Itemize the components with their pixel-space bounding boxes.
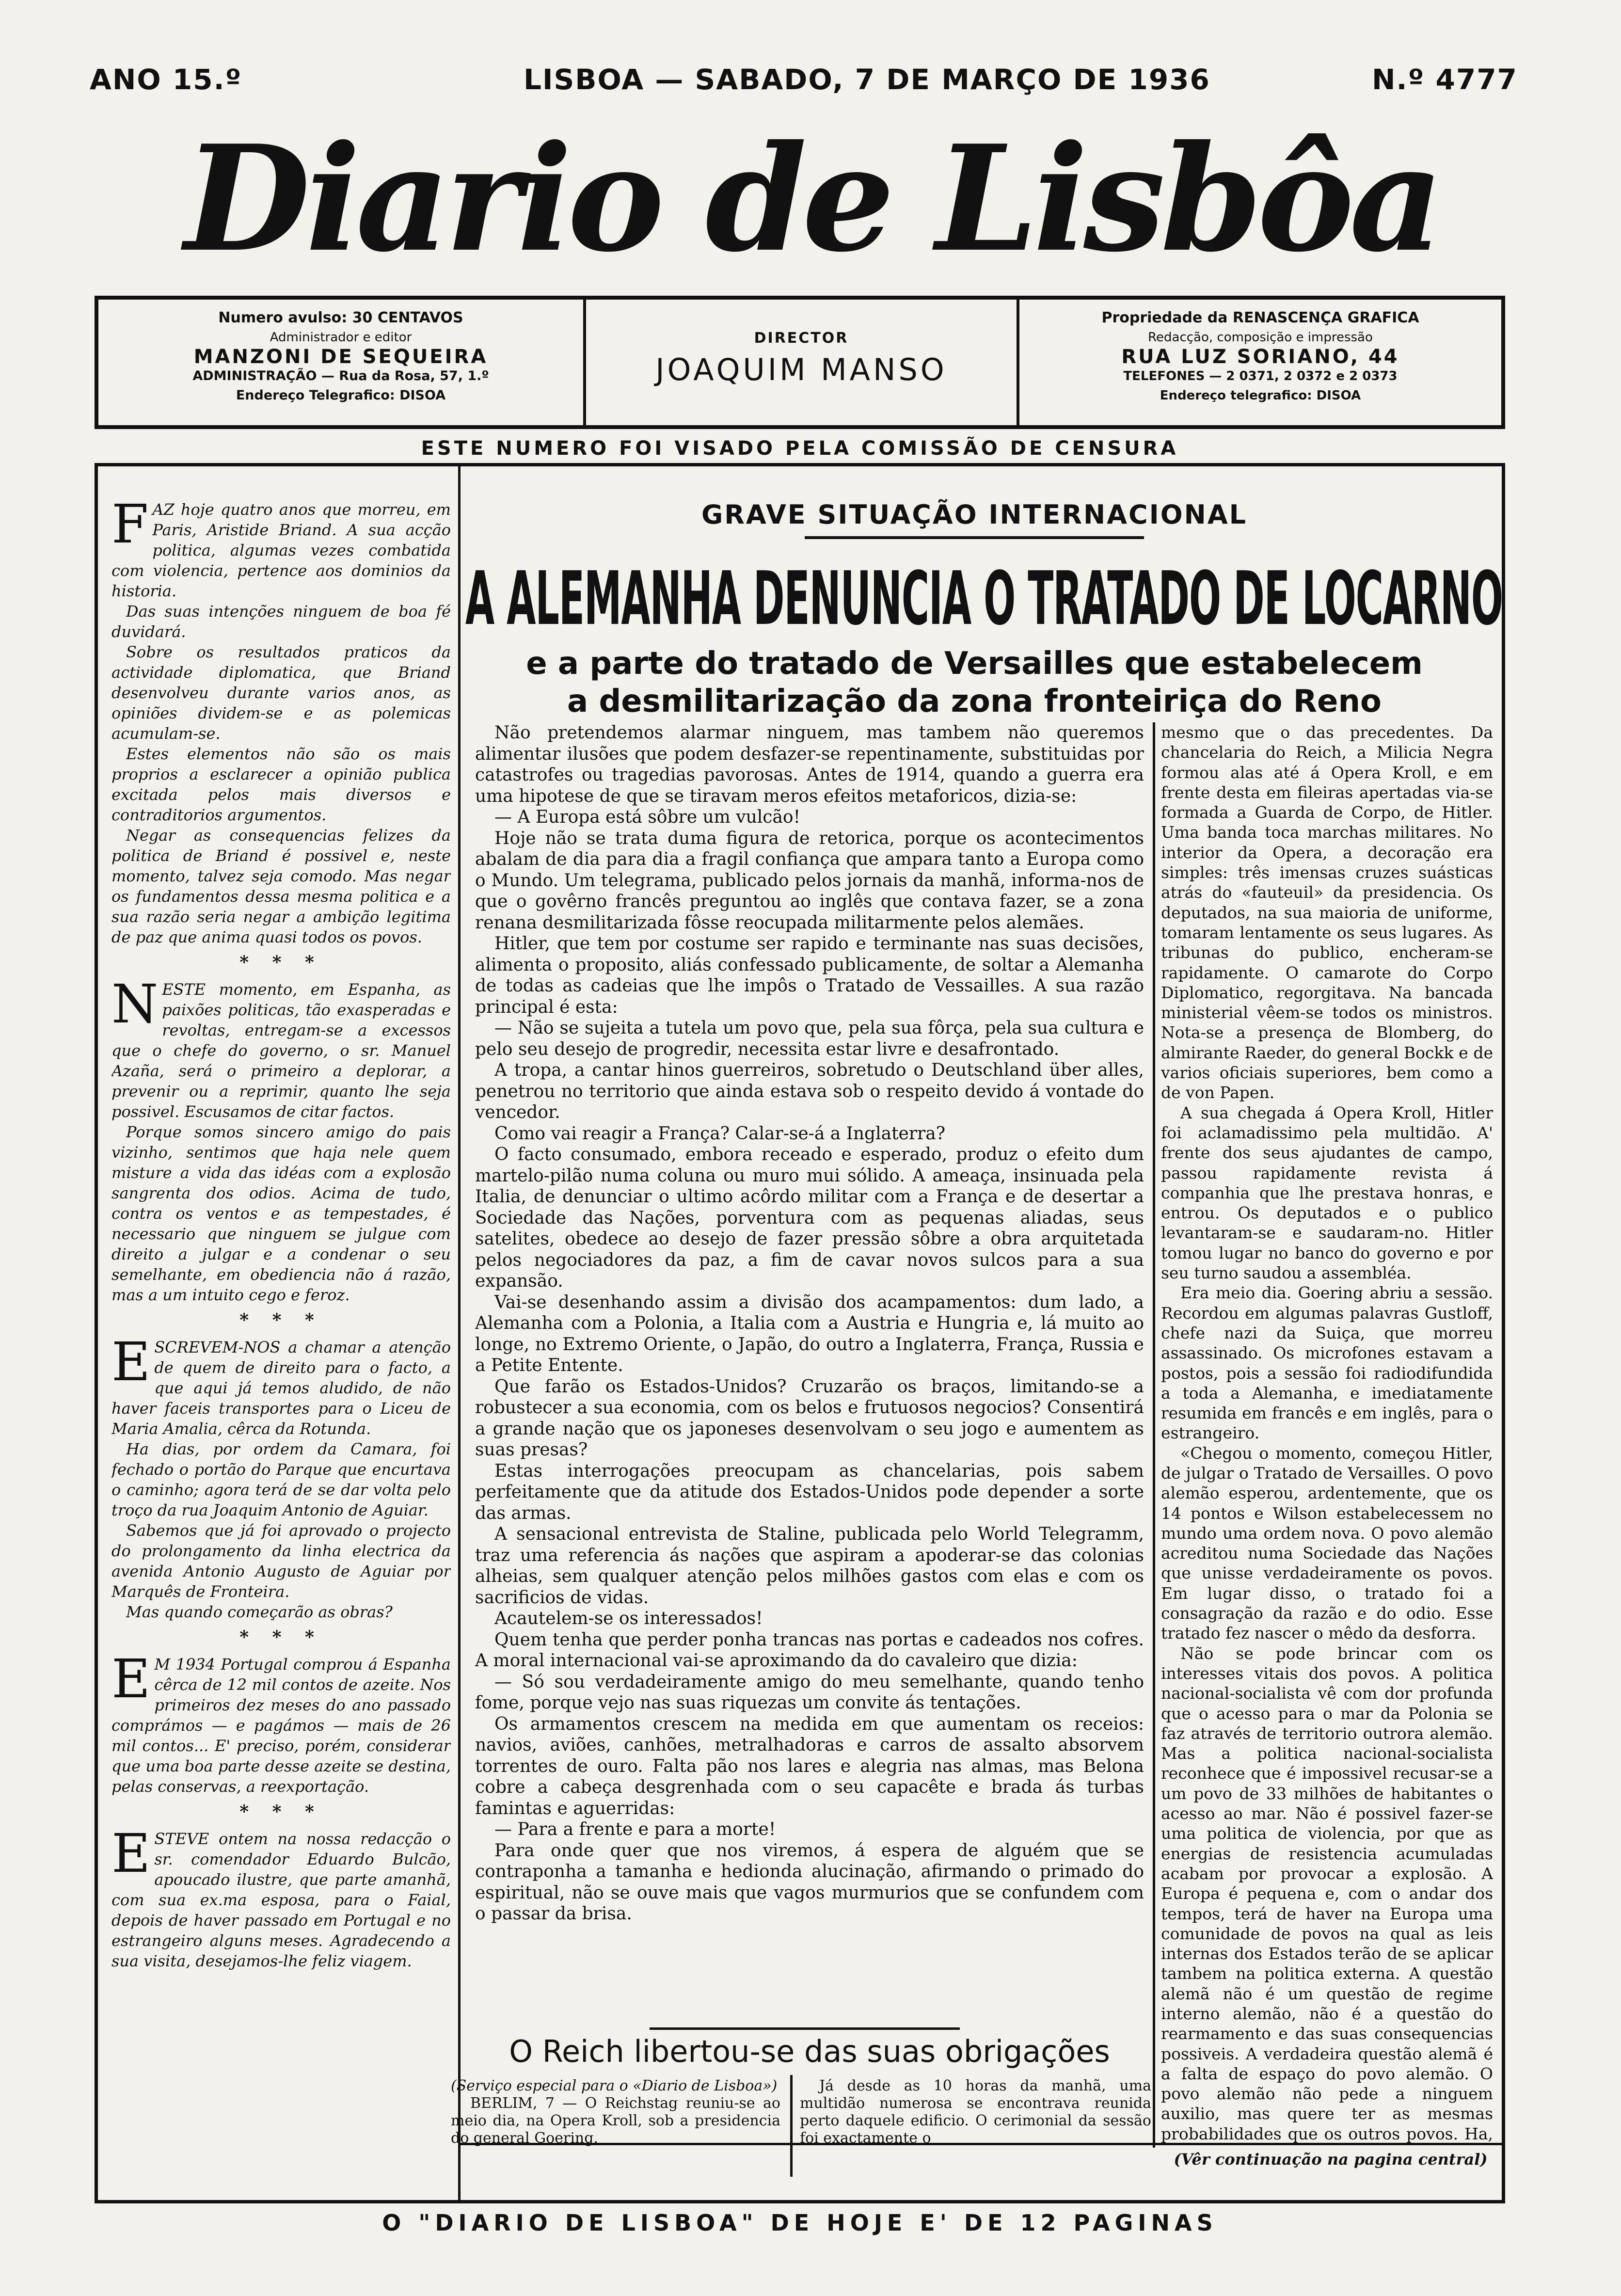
article-paragraph: Hoje não se trata duma figura de retorica, porque os acontecimentos abalam de dia para dia a fragil confiança que ampara tanto a Europa como o Mundo. Um telegrama, publicado pelos jornais da manhã, informa-nos de que o govêrno francês preguntou ao inglês que contava fazer, se a zona renana desmilitarizada fôsse reocupada militarmente pelos alemães.	[475, 828, 1144, 933]
drop-cap: F	[111, 499, 149, 555]
office-address: RUA LUZ SORIANO, 44	[1121, 346, 1399, 368]
administrator-name: MANZONI DE SEQUEIRA	[193, 346, 488, 368]
column-rule	[1153, 722, 1155, 2148]
masthead: Diario de Lisbôa	[184, 113, 1439, 284]
sidebar-paragraph: Porque somos sincero amigo do pais vizinho, sentimos que haja nele quem misture a vida das idéas com a explosão sangrenta dos odios. Acima de tudo, contra os ventos e as tempestades, é necessario que ninguem se julgue com direito a julgar e a condenar o seu semelhante, em obediencia não á razão, mas a um intuito cego e feroz.	[111, 1123, 451, 1304]
wire-service-credit: (Serviço especial para o «Diario de Lisboa»)	[451, 2077, 778, 2094]
telegraph-address-right: Endereço telegrafico: DISOA	[1160, 388, 1361, 403]
director-name: JOAQUIM MANSO	[655, 352, 947, 387]
briand-paragraph: FAZ hoje quatro anos que morreu, em Paris, Aristide Briand. A sua acção politica, algumas vezes combatida com violencia, pertence aos dominios da historia.	[111, 499, 451, 600]
sidebar-paragraph: Estes elementos não são os mais proprios a esclarecer a opinião publica excitada pelos mais diversos e contraditorios argumentos.	[111, 745, 451, 824]
production-label: Redacção, composição e impressão	[1148, 330, 1373, 345]
dateline: LISBOA — SABADO, 7 DE MARÇO DE 1936	[524, 63, 1210, 96]
continuation-note: (Vêr continuação na pagina central)	[1174, 2150, 1488, 2168]
telephones: TELEFONES — 2 0371, 2 0372 e 2 0373	[1123, 369, 1398, 383]
section-divider: * * *	[239, 1310, 323, 1330]
column-rule	[790, 2075, 793, 2177]
article-paragraph: Como vai reagir a França? Calar-se-á a Inglaterra?	[494, 1123, 946, 1144]
sub-article-column	[451, 2077, 780, 2179]
article-paragraph: — Não se sujeita a tutela um povo que, pela sua fôrça, pela sua cultura e pelo seu desejo de progredir, necessita estar livre e desafrontado.	[475, 1018, 1144, 1059]
spain-paragraph: NESTE momento, em Espanha, as paixões politicas, tão exasperadas e revoltas, entregam-se a excessos que o chefe do governo, o sr. Manuel Azaña, será o primeiro a deplorar, a prevenir ou a reprimir, quanto lhe seja possivel. Escusamos de citar factos.	[111, 973, 451, 1121]
reichstag-report-column	[1161, 722, 1493, 2143]
page-count-footer: O "DIARIO DE LISBOA" DE HOJE E' DE 12 PAGINAS	[382, 2210, 1218, 2236]
telegraph-address-left: Endereço Telegrafico: DISOA	[236, 388, 446, 403]
subheadline	[465, 645, 1483, 722]
sub-article-column	[800, 2077, 1151, 2179]
drop-cap: E	[111, 1331, 151, 1393]
edition-year: ANO 15.º	[90, 63, 242, 96]
article-paragraph: Os armamentos crescem na medida em que aumentam os receios: navios, aviões, canhões, metralhadoras e carros de assalto absorvem torrentes de ouro. Falta pão nos lares e alegria nas almas, mas Belona cobre a cabeça desgrenhada com o seu capacête e brada ás turbas famintas e aguerridas:	[475, 1714, 1144, 1818]
section-divider: * * *	[239, 1802, 323, 1822]
headline: A ALEMANHA DENUNCIA O TRATADO DE LOCARNO	[465, 556, 1503, 641]
article-paragraph: Acautelem-se os interessados!	[494, 1609, 763, 1628]
section-divider: * * *	[239, 1627, 323, 1647]
article-paragraph: Quem tenha que perder ponha trancas nas portas e cadeados nos cofres. A moral internacional vai-se aproximando da do cavaleiro que dizia:	[475, 1629, 1144, 1671]
article-paragraph: Estas interrogações preocupam as chancelarias, pois sabem perfeitamente que da atitude dos Estados-Unidos pode depender a sorte das armas.	[475, 1461, 1144, 1523]
article-paragraph: Para onde quer que nos viremos, á espera de alguém que se contraponha a tamanha e hedionda alucinação, afirmando o primado do espiritual, não se ouve mais que vagos murmurios que se confundem com o passar da brisa.	[475, 1840, 1144, 1924]
column-rule	[458, 463, 461, 2203]
article-paragraph: Que farão os Estados-Unidos? Cruzarão os braços, limitando-se a robustecer a sua economia, com os belos e frutuosos negocios? Consentirá a grande nação que os japoneses desenvolvam o seu jogo e aumentem as suas presas?	[475, 1376, 1144, 1460]
visit-paragraph: ESTEVE ontem na nossa redacção o sr. comendador Eduardo Bulcão, apoucado ilustre, que parte amanhã, com sua ex.ma esposa, para o Faial, depois de haver passado em Portugal e no estrangeiro alguns meses. Agradecendo a sua visita, desejamos-lhe feliz viagem.	[111, 1822, 451, 1970]
sidebar-paragraph: Ha dias, por ordem da Camara, foi fechado o portão do Parque que encurtava o caminho; agora terá de se dar volta pelo troço da rua Joaquim Antonio de Aguiar.	[111, 1440, 451, 1519]
azeite-paragraph: E M 1934 Portugal comprou á Espanha cêrca de 12 mil contos de azeite. Nos primeiros dez meses do ano passado comprámos — e pagámos — mais de 26 mil contos... E' preciso, porém, considerar que uma boa parte desse azeite se destina, pelas conservas, a reexportação.	[111, 1648, 451, 1796]
info-left	[98, 300, 583, 425]
kicker: GRAVE SITUAÇÃO INTERNACIONAL	[701, 499, 1248, 530]
owner: Propriedade da RENASCENÇA GRAFICA	[1101, 309, 1419, 326]
article-paragraph: Hitler, que tem por costume ser rapido e terminante nas suas decisões, alimenta o proposito, aliás confessado publicamente, de soltar a Alemanha de todas as cadeias que lhe impôs o Tratado de Vessailles. A sua razão principal é esta:	[475, 934, 1144, 1017]
report-paragraph: Não se pode brincar com os interesses vitais dos povos. A politica nacional-socialista vê com dor profunda que o acesso para o mar da Polonia se faz através de territorio outrora alemão. Mas a politica nacional-socialista reconhece que é impossivel recusar-se a um povo de 33 milhões de habitantes o acesso ao mar. Não é possivel fazer-se uma politica de violencia, por que as energias de resistencia acumuladas acabam por provocar a explosão. A Europa é pequena e, com o andar dos tempos, terá de haver na Europa uma comunidade de povos na qual as leis internas dos Estados terão de se aplicar tambem na politica externa. A questão alemã não é um questão de regime interno alemão, não é a questão do rearmamento e das suas consequencias possiveis. A verdadeira questão alemã é a falta de espaço do povo alemão. O povo alemão não pede a ninguem auxilio, mas quere ter as mesmas probabilidades que os outros povos. Ha,	[1161, 1643, 1493, 2143]
drop-cap: E	[111, 1648, 151, 1710]
info-box	[95, 296, 1505, 429]
main-article-body	[475, 722, 1144, 2026]
sidebar-paragraph: Das suas intenções ninguem de boa fé duvidará.	[111, 602, 451, 641]
report-paragraph: A sua chegada á Opera Kroll, Hitler foi aclamadissimo pela multidão. A' frente dos seus ajudantes de campo, passou rapidamente revista á companhia que lhe prestava honras, e entrou. Os deputados e o publico levantaram-se e saudaram-no. Hitler tomou lugar no banco do governo e por seu turno saudou a assembléa.	[1161, 1103, 1493, 1283]
sub-article-paragraph: Já desde as 10 horas da manhã, uma multidão numerosa se encontrava reunida perto daquele edificio. O cerimonial da sessão foi exactamente o	[800, 2077, 1151, 2147]
report-paragraph: mesmo que o das precedentes. Da chancelaria do Reich, a Milicia Negra formou alas até á Opera Kroll, e em frente desta em fileiras apertadas via-se formada a Guarda de Corpo, de Hitler. Uma banda toca marchas militares. No interior da Opera, a decoração era simples: três imensas cruzes suásticas atrás do «fauteuil» da presidencia. Os deputados, na sua maioria de uniforme, tomaram lentamente os seus lugares. As tribunas do publico, encheram-se rapidamente. O camarote do Corpo Diplomatico, regorgitava. Na bancada ministerial vêem-se todos os ministros. Nota-se a presença de Blomberg, do almirante Raeder, do general Bockk e de varios oficiais superiores, bem como a de von Papen.	[1161, 723, 1493, 1102]
price: Numero avulso: 30 CENTAVOS	[218, 309, 463, 326]
article-paragraph: Vai-se desenhando assim a divisão dos acampamentos: dum lado, a Alemanha com a Polonia, a Italia com a Austria e Hungria e, lá muito ao longe, no Extremo Oriente, o Japão, do outro a Inglaterra, França, Russia e a Petite Entente.	[475, 1292, 1144, 1375]
article-paragraph: A sensacional entrevista de Staline, publicada pelo World Telegramm, traz uma referencia ás nações que aspiram a apoderar-se das colonias alheias, sem qualquer atenção pelos milhões gastos com elas e com os sacrificios de vidas.	[475, 1524, 1144, 1608]
article-paragraph: A tropa, a cantar hinos guerreiros, sobretudo o Deutschland über alles, penetrou no territorio que ainda estava sob o respeito devido á vontade do vencedor.	[475, 1060, 1144, 1122]
report-paragraph: Era meio dia. Goering abriu a sessão. Recordou em algumas palavras Gustloff, chefe nazi da Suiça, que morreu assassinado. Os microfones estavam a postos, pois a sessão foi radiodifundida a toda a Alemanha, e imediatamente resumida em francês e em inglês, para o estrangeiro.	[1161, 1283, 1493, 1443]
admin-address: ADMINISTRAÇÃO — Rua da Rosa, 57, 1.º	[192, 368, 489, 383]
director-label: DIRECTOR	[754, 330, 849, 347]
kicker-rule	[805, 536, 1144, 539]
article-paragraph: O facto consumado, embora receado e esperado, produz o efeito dum martelo-pilão numa coluna ou muro mui sólido. A ameaça, insinuada pela Italia, de denunciar o ultimo acôrdo militar com a França e de desertar a Sociedade das Nações, porventura com as pequenas aliadas, seus satelites, obedece ao desejo de fazer pressão sôbre a obra arquitetada pelos negociadores da paz, a fim de cavar novos sulcos para a sua expansão.	[475, 1145, 1144, 1291]
article-paragraph: — Para a frente e para a morte!	[494, 1819, 776, 1839]
article-paragraph: — Só sou verdadeiramente amigo do meu semelhante, quando tenho fome, porque vejo nas suas riquezas um convite ás tentações.	[475, 1672, 1144, 1713]
censorship-note: ESTE NUMERO FOI VISADO PELA COMISSÃO DE CENSURA	[421, 437, 1179, 460]
subheadline-line: a desmilitarização da zona fronteiriça do Reno	[567, 684, 1382, 719]
sub-article-title: O Reich libertou-se das suas obrigações	[509, 2034, 1110, 2069]
sidebar-paragraph: Mas quando começarão as obras?	[126, 1603, 393, 1621]
article-paragraph: — A Europa está sôbre um vulcão!	[494, 807, 801, 827]
info-right	[1019, 300, 1501, 425]
issue-number: N.º 4777	[1372, 63, 1518, 96]
drop-cap: N	[111, 973, 159, 1035]
sidebar-paragraph: Sabemos que já foi aprovado o projecto do prolongamento da linha electrica da avenida Antonio Augusto de Aguiar por Marquês de Fronteira.	[111, 1521, 451, 1601]
subheadline-line: e a parte do tratado de Versailles que estabelecem	[526, 646, 1423, 682]
sidebar-paragraph: Sobre os resultados praticos da actividade diplomatica, que Briand desenvolveu durante varios anos, as opiniões dividem-se e as polemicas acumulam-se.	[111, 643, 451, 743]
report-paragraph: «Chegou o momento, começou Hitler, de julgar o Tratado de Versailles. O povo alemão esperou, ardentemente, que os 14 pontos e Wilson estabelecessem no mundo uma ordem nova. O povo alemão acreditou numa Sociedade das Nações que unisse verdadeiramente os povos. Em lugar disso, o tratado foi a consagração da razão e do odio. Esse tratado fez nascer o mêdo da desforra.	[1161, 1443, 1493, 1643]
section-divider: * * *	[239, 952, 323, 973]
info-center	[586, 300, 1017, 425]
drop-cap: E	[111, 1822, 151, 1884]
admin-label: Administrador e editor	[270, 330, 412, 345]
sub-article-paragraph: BERLIM, 7 — O Reichstag reuniu-se ao meio dia, na Opera Kroll, sob a presidencia do general Goering.	[451, 2095, 780, 2147]
article-paragraph: Não pretendemos alarmar ninguem, mas tambem não queremos alimentar ilusões que podem desfazer-se repentinamente, substituidas por catastrofes ou tragedias pavorosas. Antes de 1914, quando a guerra era uma hipotese de que se tiravam meros efeitos metaforicos, dizia-se:	[475, 723, 1144, 806]
sidebar-paragraph: Negar as consequencias felizes da politica de Briand é possivel e, neste momento, talvez seja comodo. Mas negar os fundamentos dessa mesma politica e a sua razão seria negar a ambição legitima de paz que anima quasi todos os povos.	[111, 826, 451, 946]
sidebar-column	[111, 499, 451, 2157]
liceu-paragraph: ESCREVEM-NOS a chamar a atenção de quem de direito para o facto, a que aqui já temos aludido, de não haver faceis transportes para o Liceu de Maria Amalia, cêrca da Rotunda.	[111, 1331, 451, 1438]
sub-article-rule	[650, 2027, 960, 2030]
